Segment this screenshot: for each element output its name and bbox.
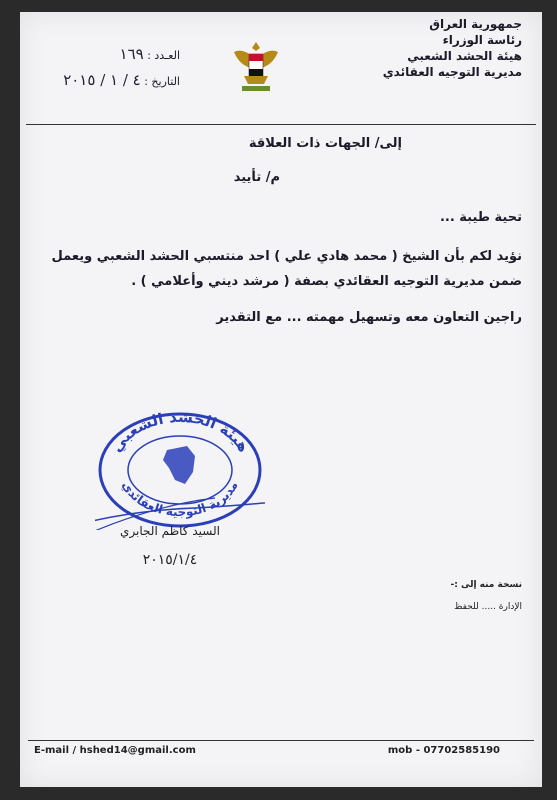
header-divider	[26, 124, 536, 125]
signature-date: ٢٠١٥/١/٤	[142, 552, 198, 568]
closing: راجين التعاون معه وتسهيل مهمته ... مع التقدير	[216, 310, 522, 325]
copy-to-line: الإدارة ..... للحفظ	[454, 602, 522, 612]
directorate-name: مديرية التوجيه العقائدي	[382, 65, 522, 79]
iraq-eagle-emblem-icon	[230, 38, 282, 100]
footer-email: E-mail / hshed14@gmail.com	[34, 745, 196, 756]
date-label: التاريخ :	[144, 75, 180, 88]
official-stamp	[95, 410, 265, 530]
date-value: ٤ / ١ / ٢٠١٥	[63, 71, 141, 89]
authority-name: هيئة الحشد الشعبي	[407, 49, 522, 63]
letter-body: نؤيد لكم بأن الشيخ ( محمد هادي علي ) احد منتسبي الحشد الشعبي ويعمل ضمن مديرية التوجيه العقائدي بصفة ( مرشد ديني وأعلامي ) .	[51, 249, 522, 289]
letterhead	[362, 16, 522, 80]
signatory-name: السيد كاظم الجابري	[120, 524, 220, 538]
footer-divider	[28, 740, 534, 741]
svg-text:مديرية التوجيه العقائدي	[119, 479, 240, 520]
footer-mobile: mob - 07702585190	[387, 745, 500, 756]
stamp-outer-text: هيئة الحشد الشعبي	[107, 410, 253, 456]
recipient: إلى/ الجهات ذات العلاقة	[248, 136, 402, 151]
iraq-map-icon	[163, 446, 195, 484]
presidency-name: رئاسة الوزراء	[442, 33, 522, 47]
number-label: العـدد :	[147, 49, 180, 62]
stamp-inner-text: مديرية التوجيه العقائدي	[119, 478, 241, 520]
letter-page	[20, 12, 542, 787]
greeting: تحية طيبة ...	[439, 210, 522, 225]
reference-block	[40, 42, 180, 94]
subject: م/ تأييد	[233, 170, 280, 185]
number-value: ١٦٩	[119, 45, 144, 63]
country-name: جمهورية العراق	[429, 17, 522, 31]
copy-to-title: نسخة منه إلى :-	[450, 580, 522, 590]
